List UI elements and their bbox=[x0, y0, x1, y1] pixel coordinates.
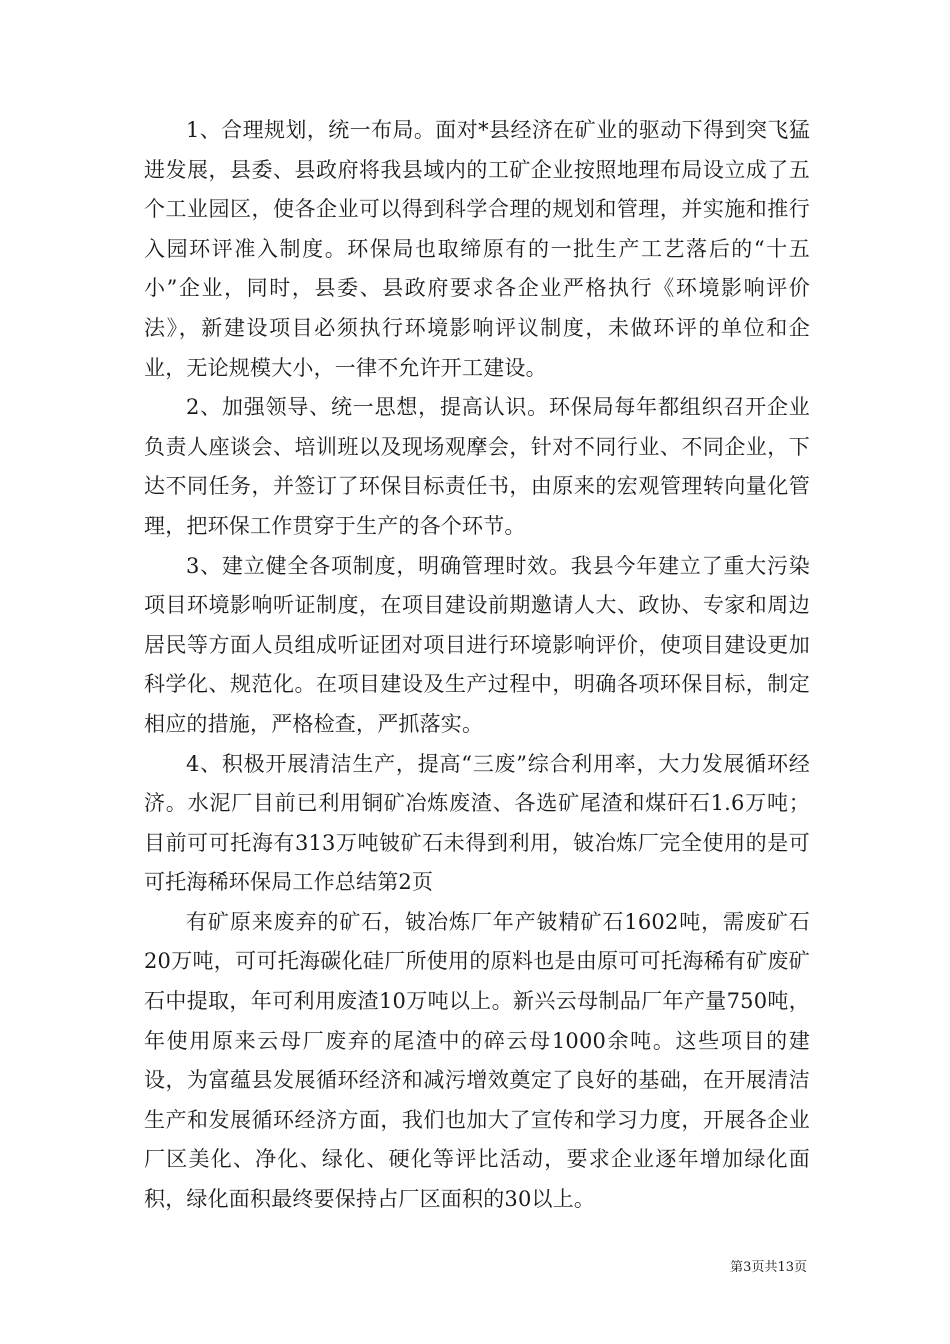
paragraph-2: 2、加强领导、统一思想，提高认识。环保局每年都组织召开企业负责人座谈会、培训班以及现场观摩会，针对不同行业、不同企业，下达不同任务，并签订了环保目标责任书，由原来的宏观管理转向量化管理，把环保工作贯穿于生产的各个环节。 bbox=[144, 395, 810, 538]
document-body bbox=[144, 111, 810, 1220]
paragraph-3: 3、建立健全各项制度，明确管理时效。我县今年建立了重大污染项目环境影响听证制度，在项目建设前期邀请人大、政协、专家和周边居民等方面人员组成听证团对项目进行环境影响评价，使项目建设更加科学化、规范化。在项目建设及生产过程中，明确各项环保目标，制定相应的措施，严格检查，严抓落实。 bbox=[144, 553, 810, 736]
paragraph-1: 1、合理规划，统一布局。面对*县经济在矿业的驱动下得到突飞猛进发展，县委、县政府将我县域内的工矿企业按照地理布局设立成了五个工业园区，使各企业可以得到科学合理的规划和管理，并实施和推行入园环评准入制度。环保局也取缔原有的一批生产工艺落后的“十五小”企业，同时，县委、县政府要求各企业严格执行《环境影响评价法》，新建设项目必须执行环境影响评议制度，未做环评的单位和企业，无论规模大小，一律不允许开工建设。 bbox=[144, 118, 810, 380]
page-number-footer: 第3页共13页 bbox=[730, 1260, 807, 1275]
paragraph-5: 有矿原来废弃的矿石，铍冶炼厂年产铍精矿石1602吨，需废矿石20万吨，可可托海碳化硅厂所使用的原料也是由原可可托海稀有矿废矿石中提取，年可利用废渣10万吨以上。新兴云母制品厂年产量750吨，年使用原来云母厂废弃的尾渣中的碎云母1000余吨。这些项目的建设，为富蕴县发展循环经济和减污增效奠定了良好的基础，在开展清洁生产和发展循环经济方面，我们也加大了宣传和学习力度，开展各企业厂区美化、净化、绿化、硬化等评比活动，要求企业逐年增加绿化面积，绿化面积最终要保持占厂区面积的30以上。 bbox=[144, 909, 810, 1212]
paragraph-4: 4、积极开展清洁生产，提高“三废”综合利用率，大力发展循环经济。水泥厂目前已利用铜矿冶炼废渣、各选矿尾渣和煤矸石1.6万吨；目前可可托海有313万吨铍矿石未得到利用，铍冶炼厂完全使用的是可可托海稀环保局工作总结第2页 bbox=[144, 751, 810, 895]
